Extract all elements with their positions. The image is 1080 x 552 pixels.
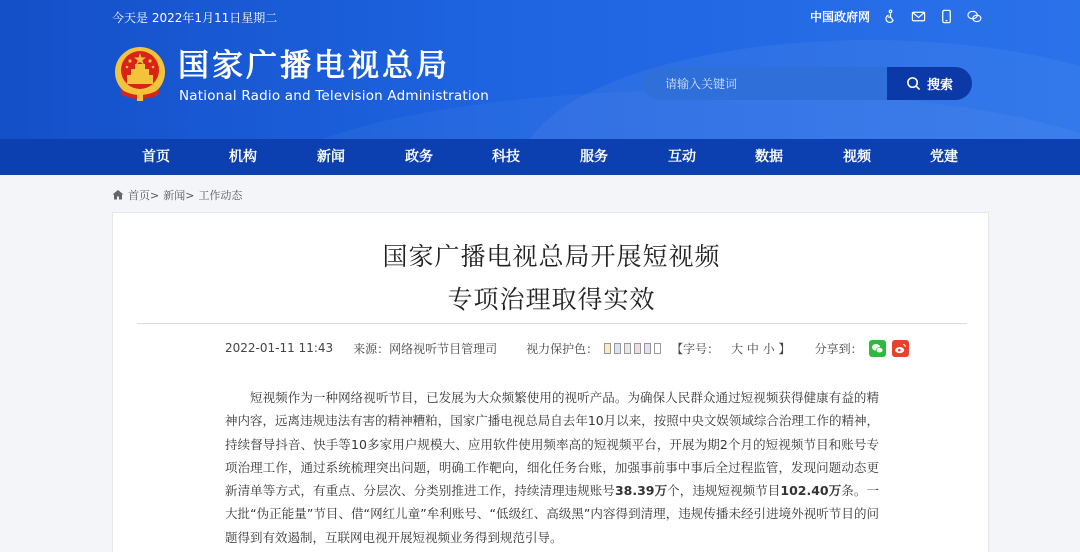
wechat-icon[interactable] bbox=[869, 340, 886, 357]
swatch-yellow[interactable] bbox=[604, 343, 611, 354]
font-size-label: 【字号： bbox=[671, 341, 720, 356]
breadcrumb bbox=[112, 187, 242, 203]
current-date: 今天是 2022年1月11日星期二 bbox=[112, 11, 278, 25]
article-card bbox=[112, 212, 989, 552]
search-icon bbox=[906, 76, 921, 91]
site-subtitle: National Radio and Television Administration bbox=[179, 88, 489, 104]
search-input[interactable] bbox=[643, 67, 887, 100]
national-emblem-icon bbox=[112, 45, 168, 103]
title-divider bbox=[137, 323, 967, 324]
font-size-medium[interactable]: 中 bbox=[746, 341, 759, 356]
breadcrumb-current[interactable]: 工作动态 bbox=[198, 189, 243, 202]
article-meta bbox=[225, 338, 909, 358]
gov-link[interactable]: 中国政府网 bbox=[809, 10, 870, 24]
swatch-lavender[interactable] bbox=[644, 343, 651, 354]
search-box bbox=[643, 67, 972, 100]
font-size-small[interactable]: 小 bbox=[762, 341, 775, 356]
weibo-icon[interactable] bbox=[892, 340, 909, 357]
nav-item-technology[interactable]: 科技 bbox=[492, 149, 520, 165]
site-header bbox=[0, 0, 1080, 139]
wechat-icon[interactable] bbox=[966, 9, 982, 25]
swatch-white[interactable] bbox=[654, 343, 661, 354]
nav-item-video[interactable]: 视频 bbox=[843, 149, 871, 165]
swatch-pink[interactable] bbox=[634, 343, 641, 354]
nav-item-party-building[interactable]: 党建 bbox=[930, 149, 958, 165]
article-source: 来源：网络视听节目管理司 bbox=[353, 341, 498, 356]
paragraph-part-3: 条。一大批“伪正能量”节目、借“网红儿童”牟利账号、“低级红、高级黑”内容得到清理，违规传播未经引进境外视听节目的问题得到有效遏制，互联网电视开展短视频业务得到规范引导。 bbox=[225, 483, 879, 545]
eye-protection-swatches bbox=[604, 343, 661, 354]
article-datetime: 2022-01-11 11:43 bbox=[225, 341, 334, 355]
article-title-line2: 专项治理取得实效 bbox=[447, 285, 656, 314]
nav-item-government-affairs[interactable]: 政务 bbox=[405, 149, 433, 165]
nav-item-data[interactable]: 数据 bbox=[755, 149, 783, 165]
font-size-large[interactable]: 大 bbox=[731, 341, 744, 356]
violating-accounts-count: 38.39万 bbox=[614, 483, 668, 499]
accessibility-icon[interactable] bbox=[882, 9, 898, 25]
font-size-close: 】 bbox=[778, 341, 791, 356]
topbar-links bbox=[810, 8, 982, 25]
mobile-icon[interactable] bbox=[938, 9, 954, 25]
violating-videos-count: 102.40万 bbox=[780, 483, 842, 499]
eye-protection-label: 视力保护色： bbox=[526, 341, 599, 356]
breadcrumb-news[interactable]: 新闻> bbox=[163, 189, 195, 202]
share-label: 分享到： bbox=[814, 341, 863, 356]
swatch-blue[interactable] bbox=[614, 343, 621, 354]
article-title-line1: 国家广播电视总局开展短视频 bbox=[382, 242, 721, 271]
search-button-label: 搜索 bbox=[926, 78, 953, 93]
paragraph-part-1: 短视频作为一种网络视听节目，已发展为大众频繁使用的视听产品。为确保人民群众通过短视频获得健康有益的精神内容，远离违规违法有害的精神糟粕，国家广播电视总局自去年10月以来，按照中央文娱领域综合治理工作的精神，持续督导抖音、快手等10多家用户规模大、应用软件使用频率高的短视频平台，开展为期2个月的短视频节目和账号专项治理工作，通过系统梳理突出问题，明确工作靶向，细化任务台账，加强事前事中事后全过程监管，发现问题动态更新清单等方式，有重点、分层次、分类别推进工作，持续清理违规账号 bbox=[225, 390, 879, 499]
nav-item-home[interactable]: 首页 bbox=[142, 149, 170, 165]
search-button[interactable] bbox=[887, 67, 972, 100]
nav-item-services[interactable]: 服务 bbox=[580, 149, 608, 165]
font-size-control bbox=[671, 340, 790, 357]
mail-icon[interactable] bbox=[910, 9, 926, 25]
home-icon bbox=[112, 189, 124, 201]
main-nav bbox=[0, 139, 1080, 175]
paragraph-part-2: 个，违规短视频节目 bbox=[667, 483, 781, 499]
nav-item-institutions[interactable]: 机构 bbox=[229, 149, 257, 165]
breadcrumb-home[interactable]: 首页> bbox=[128, 189, 160, 202]
site-title: 国家广播电视总局 bbox=[178, 48, 450, 84]
swatch-gray[interactable] bbox=[624, 343, 631, 354]
nav-item-news[interactable]: 新闻 bbox=[317, 149, 345, 165]
nav-item-interaction[interactable]: 互动 bbox=[668, 149, 696, 165]
article-paragraph bbox=[225, 386, 879, 549]
